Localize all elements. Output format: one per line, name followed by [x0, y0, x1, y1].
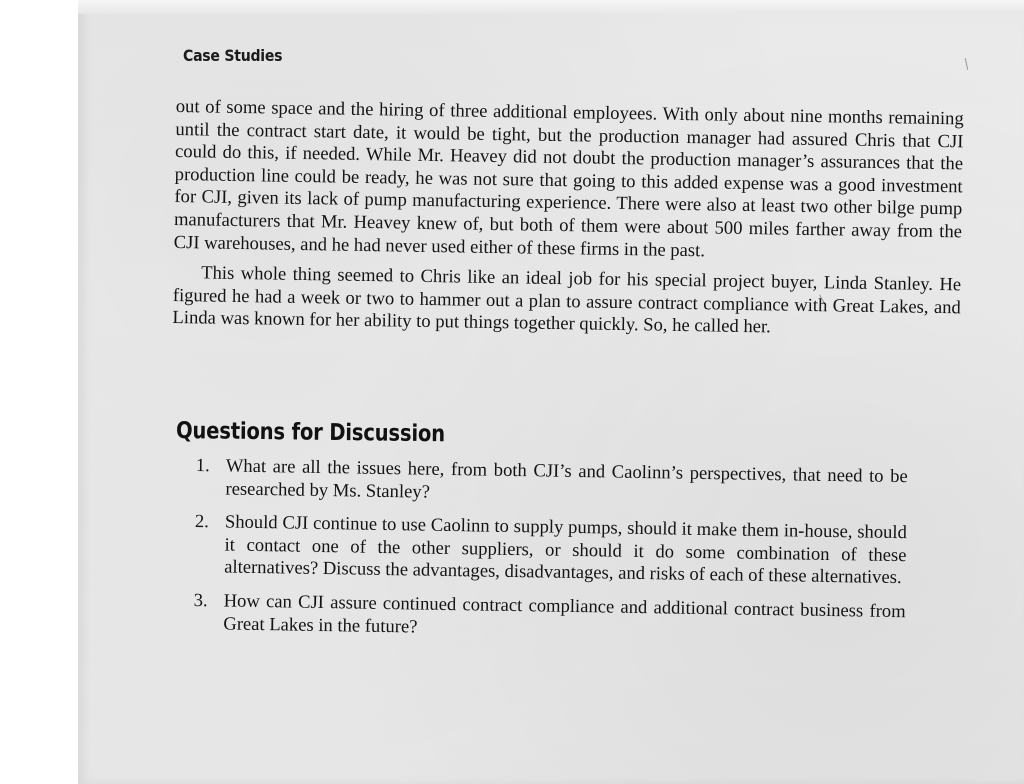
question-text: What are all the issues here, from both CJI’s and Caolinn’s perspectives, that need to be researched by Ms. Stanley?: [225, 455, 908, 503]
body-text: [172, 96, 964, 342]
question-number: 2.: [194, 511, 210, 533]
question-text: How can CJI assure continued contract compliance and additional contract business from Great Lakes in the future?: [223, 590, 906, 638]
question-number: 1.: [195, 455, 210, 477]
section-heading: Questions for Discussion: [175, 418, 446, 448]
paragraph: This whole thing seemed to Chris like an ideal job for his special project buyer, Linda Stanley. He figured he had a week or two to hammer out a plan to assure contract compliance with Great Lakes, and Linda was known for her ability to put things together quickly. So, he called her.: [172, 262, 962, 338]
question-item: [194, 511, 907, 590]
question-item: [193, 590, 906, 646]
question-text: Should CJI continue to use Caolinn to supply pumps, should it make them in-house, should it contact one of the other suppliers, or should it do some combination of these alternatives? Discuss the advantages, disadvantages, and risks of each of these alternatives.: [224, 511, 908, 589]
question-list: [193, 455, 908, 657]
running-head: Case Studies: [183, 46, 283, 65]
page-top-edge: [78, 0, 1024, 14]
paragraph: out of some space and the hiring of three additional employees. With only about nine months remaining until the contract start date, it would be tight, but the production manager had assured Chris that CJI could do this, if needed. While Mr. Heavey did not doubt the production manager’s assurances that the production line could be ready, he was not sure that going to this added expense was a good investment for CJI, given its lack of pump manufacturing experience. There were also at least two other bilge pump manufacturers that Mr. Heavey knew of, but both of them were about 500 miles farther away from the CJI warehouses, and he had never used either of these firms in the past.: [173, 96, 964, 261]
question-number: 3.: [193, 589, 208, 612]
